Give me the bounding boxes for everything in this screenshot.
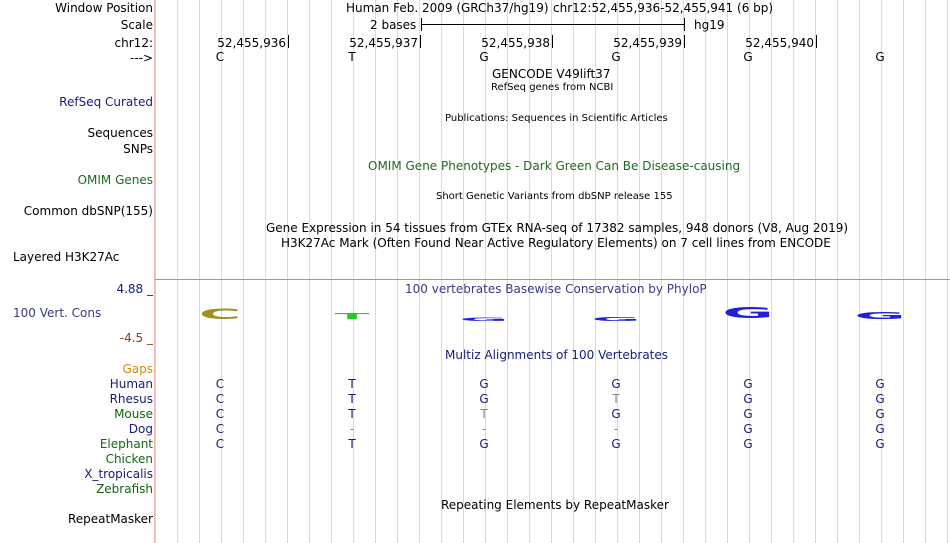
track-label-gaps[interactable]: Gaps (122, 362, 153, 376)
track-title-gencode[interactable]: GENCODE V49lift37 (492, 67, 611, 81)
species-label-zebrafish[interactable]: Zebrafish (96, 482, 153, 496)
ruler-coordinate: 52,455,940 (745, 36, 814, 50)
alignment-base-rhesus: T (348, 392, 356, 406)
ruler-coordinate: 52,455,938 (481, 36, 550, 50)
track-divider (155, 279, 950, 280)
alignment-base-dog: G (875, 422, 885, 436)
track-label-repeatmasker[interactable]: RepeatMasker (67, 512, 153, 526)
alignment-base-human: G (611, 377, 621, 391)
track-label-refseq-curated[interactable]: RefSeq Curated (59, 95, 153, 109)
track-title-gtex[interactable]: Gene Expression in 54 tissues from GTEx RNA-seq of 17382 samples, 948 donors (V8, Aug 2019) (266, 221, 849, 235)
alignment-base-dog: - (349, 422, 355, 436)
ruler-coordinate: 52,455,936 (217, 36, 286, 50)
reference-base: G (875, 50, 885, 64)
label-scale: Scale (120, 18, 153, 32)
alignment-base-mouse: C (215, 407, 225, 421)
alignment-base-elephant: G (479, 437, 489, 451)
phylop-max-value: 4.88 _ (116, 282, 153, 296)
track-title-omim[interactable]: OMIM Gene Phenotypes - Dark Green Can Be Disease-causing (368, 159, 741, 173)
species-label-rhesus[interactable]: Rhesus (109, 392, 153, 406)
alignment-base-rhesus: G (875, 392, 885, 406)
phylop-conservation-logo (155, 305, 950, 335)
ruler-tick (288, 35, 289, 48)
track-subtitle-refseq: RefSeq genes from NCBI (491, 82, 614, 93)
track-title-h3k27ac[interactable]: H3K27Ac Mark (Often Found Near Active Regulatory Elements) on 7 cell lines from ENCODE (281, 236, 831, 250)
alignment-base-mouse: G (743, 407, 753, 421)
conservation-glyph: G (854, 309, 906, 322)
track-label-100-vert-cons[interactable]: 100 Vert. Cons (13, 306, 102, 320)
ruler-coordinate: 52,455,939 (613, 36, 682, 50)
alignment-base-mouse: G (875, 407, 885, 421)
alignment-base-rhesus: C (215, 392, 225, 406)
track-label-sequences[interactable]: Sequences (87, 126, 153, 140)
species-label-chicken[interactable]: Chicken (105, 452, 153, 466)
species-label-x-tropicalis[interactable]: X_tropicalis (84, 467, 153, 481)
track-title-publications[interactable]: Publications: Sequences in Scientific Articles (445, 113, 668, 124)
assembly-name: Human Feb. 2009 (GRCh37/hg19) (346, 1, 549, 15)
ruler-tick (420, 35, 421, 48)
alignment-base-human: G (743, 377, 753, 391)
alignment-base-elephant: G (875, 437, 885, 451)
alignment-base-rhesus: G (743, 392, 753, 406)
reference-base: G (743, 50, 753, 64)
conservation-glyph: G (459, 317, 509, 323)
alignment-base-dog: - (613, 422, 619, 436)
alignment-base-elephant: T (348, 437, 356, 451)
ruler-tick (816, 35, 817, 48)
alignment-base-dog: G (743, 422, 753, 436)
alignment-base-mouse: G (611, 407, 621, 421)
alignment-base-human: T (348, 377, 356, 391)
reference-base: G (479, 50, 489, 64)
phylop-min-value: -4.5 _ (119, 331, 153, 345)
species-label-mouse[interactable]: Mouse (114, 407, 153, 421)
alignment-base-elephant: G (611, 437, 621, 451)
conservation-glyph: G (722, 305, 774, 322)
track-label-snps[interactable]: SNPs (123, 142, 153, 156)
label-strand: ---> (129, 51, 153, 65)
species-label-elephant[interactable]: Elephant (99, 437, 153, 451)
track-label-omim-genes[interactable]: OMIM Genes (77, 173, 153, 187)
ruler-coordinate: 52,455,937 (349, 36, 418, 50)
track-label-layered-h3k27ac[interactable]: Layered H3K27Ac (13, 250, 120, 264)
track-title-dbsnp[interactable]: Short Genetic Variants from dbSNP release 155 (436, 191, 673, 202)
label-window-position: Window Position (55, 1, 153, 15)
alignment-base-human: C (215, 377, 225, 391)
scale-bar (421, 24, 685, 25)
alignment-base-human: G (479, 377, 489, 391)
alignment-base-elephant: G (743, 437, 753, 451)
track-title-phylop[interactable]: 100 vertebrates Basewise Conservation by PhyloP (405, 282, 707, 296)
window-position-readout: chr12:52,455,936-52,455,941 (6 bp) (553, 1, 774, 15)
reference-base: G (611, 50, 621, 64)
species-label-dog[interactable]: Dog (128, 422, 153, 436)
ruler-tick (552, 35, 553, 48)
alignment-base-rhesus: G (479, 392, 489, 406)
reference-base: C (215, 50, 225, 64)
scale-bar-label: 2 bases (370, 18, 417, 32)
reference-base: T (348, 50, 356, 64)
conservation-glyph: T (334, 311, 370, 321)
track-title-repeatmasker[interactable]: Repeating Elements by RepeatMasker (441, 498, 669, 512)
conservation-glyph: G (591, 316, 641, 323)
alignment-base-rhesus: T (612, 392, 620, 406)
alignment-base-dog: C (215, 422, 225, 436)
alignment-base-human: G (875, 377, 885, 391)
alignment-base-elephant: C (215, 437, 225, 451)
track-title-multiz[interactable]: Multiz Alignments of 100 Vertebrates (445, 348, 669, 362)
alignment-base-dog: - (481, 422, 487, 436)
ruler-tick (684, 35, 685, 48)
species-label-human[interactable]: Human (109, 377, 153, 391)
alignment-base-mouse: T (348, 407, 356, 421)
conservation-glyph: C (199, 305, 241, 323)
track-label-common-dbsnp[interactable]: Common dbSNP(155) (23, 204, 153, 218)
label-chromosome: chr12: (114, 36, 153, 50)
database-name: hg19 (694, 18, 725, 32)
scale-bar-right-tick (684, 18, 685, 31)
alignment-base-mouse: T (480, 407, 488, 421)
